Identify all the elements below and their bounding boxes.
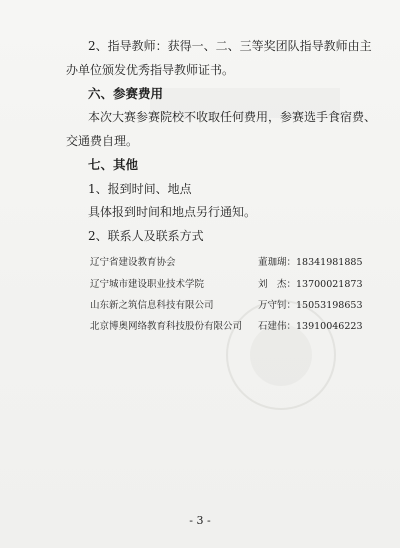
contact-org: 北京博奥网络教育科技股份有限公司 — [90, 321, 243, 332]
contact-person: 石建伟：13910046223 — [258, 321, 363, 332]
item-1-text: 具体报到时间和地点另行通知。 — [88, 205, 257, 219]
section-6-heading: 六、参赛费用 — [88, 86, 164, 101]
section-7-heading: 七、其他 — [88, 157, 139, 172]
fees-line-1: 本次大赛参赛院校不收取任何费用，参赛选手食宿费、 — [88, 110, 377, 124]
award-teacher-line-2: 办单位颁发优秀指导教师证书。 — [66, 63, 235, 77]
item-1-title: 1、报到时间、地点 — [88, 182, 192, 196]
award-teacher-line-1: 2、指导教师：获得一、二、三等奖团队指导教师由主 — [88, 39, 372, 53]
contact-person: 董珈瑚：18341981885 — [258, 257, 363, 268]
contact-person: 万守钊：15053198653 — [258, 300, 363, 311]
contact-org: 辽宁城市建设职业技术学院 — [90, 279, 205, 290]
contact-person: 刘 杰：13700021873 — [258, 279, 363, 290]
contact-org: 辽宁省建设教育协会 — [90, 257, 176, 268]
item-2-title: 2、联系人及联系方式 — [88, 229, 204, 243]
seal-center — [250, 324, 312, 386]
page-number: - 3 - — [189, 514, 211, 527]
fees-line-2: 交通费自理。 — [66, 134, 139, 148]
contact-org: 山东新之筑信息科技有限公司 — [90, 300, 214, 311]
faint-seal-stamp — [226, 300, 336, 410]
